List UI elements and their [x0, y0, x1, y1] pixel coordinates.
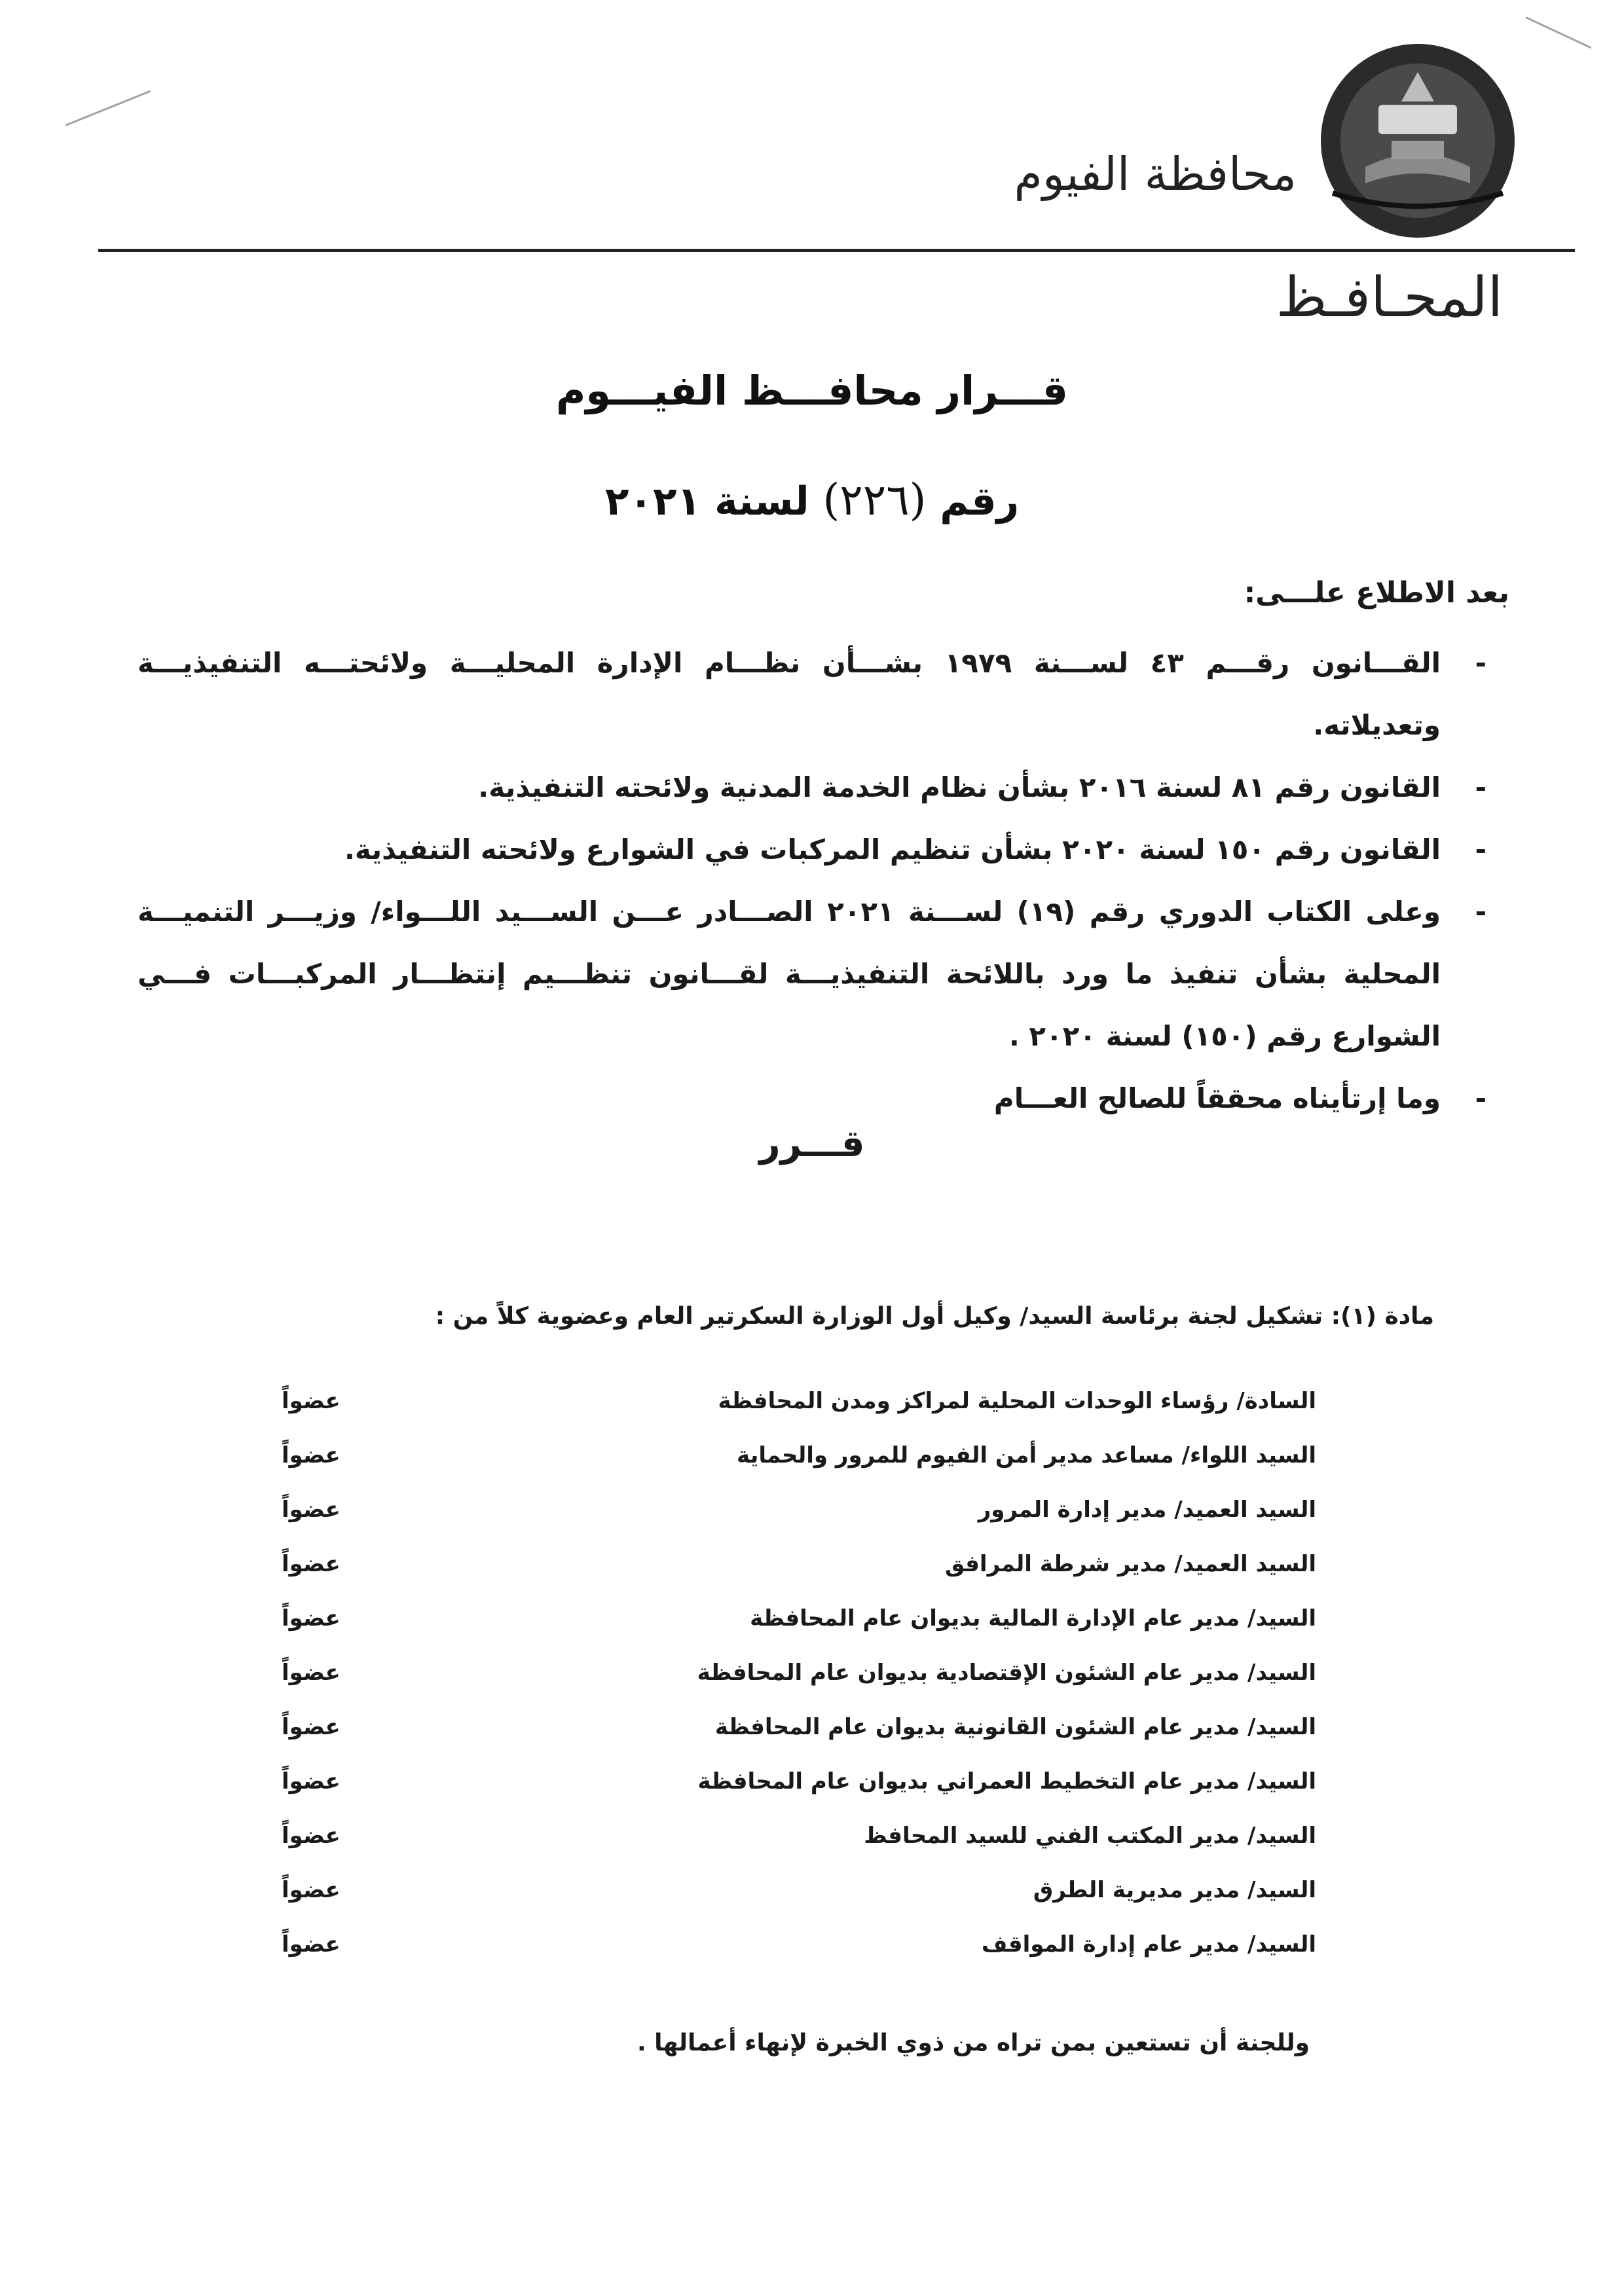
member-row: السيد العميد/ مدير إدارة المرور عضواً [282, 1497, 1316, 1523]
preamble-item: - القانون رقم ١٥٠ لسنة ٢٠٢٠ بشأن تنظيم المركبات في الشوارع ولائحته التنفيذية. [344, 833, 1486, 866]
closing-note: وللجنة أن تستعين بمن تراه من ذوي الخبرة لإنهاء أعمالها . [637, 2030, 1310, 2056]
member-row: السيد/ مدير عام التخطيط العمراني بديوان عام المحافظة عضواً [282, 1768, 1316, 1795]
preamble-item: - القانون رقم ٨١ لسنة ٢٠١٦ بشأن نظام الخدمة المدنية ولائحته التنفيذية. [478, 771, 1486, 803]
member-row: السيد/ مدير عام الإدارة المالية بديوان عام المحافظة عضواً [282, 1605, 1316, 1631]
preamble-list [138, 632, 1486, 1129]
decree-number [0, 475, 1624, 525]
member-row: السيد العميد/ مدير شرطة المرافق عضواً [282, 1551, 1316, 1577]
member-row: السيد/ مدير المكتب الفني للسيد المحافظ عضواً [282, 1823, 1316, 1849]
header-rule [98, 249, 1575, 252]
decision-word: قـــرر [759, 1123, 865, 1165]
member-row: السيد/ مدير مديرية الطرق عضواً [282, 1877, 1316, 1903]
decree-number-value: (٢٢٦) [822, 475, 927, 525]
decree-title: قـــرار محافـــظ الفيـــوم [555, 367, 1069, 414]
preamble-item: - وما إرتأيناه محققاً للصالح العـــام [993, 1082, 1486, 1114]
member-row: السادة/ رؤساء الوحدات المحلية لمراكز ومدن المحافظة عضواً [282, 1388, 1316, 1414]
article-1: مادة (١): تشكيل لجنة برئاسة السيد/ وكيل أول الوزارة السكرتير العام وعضوية كلاً من : [435, 1303, 1434, 1330]
preamble-intro: بعد الاطلاع علـــى: [1244, 576, 1509, 610]
member-row: السيد/ مدير عام الشئون القانونية بديوان عام المحافظة عضواً [282, 1714, 1316, 1740]
decree-number-suffix: لسنة ٢٠٢١ [604, 479, 809, 524]
decree-number-prefix: رقم [940, 479, 1020, 524]
governorate-seal [1320, 43, 1516, 239]
scan-mark [1525, 16, 1591, 48]
preamble-item: - وعلى الكتاب الدوري رقم (١٩) لســـنة ٢٠٢١ الصـــادر عـــن الســـيد اللـــواء/ وزيـــر التنميـــة المحلية بشأن تنفيذ ما ورد باللائحة التنفيذيـــة لقـــانون تنظـــيم إنتظـــار المركبـــات فـــي الشوارع رقم (١٥٠) لسنة ٢٠٢٠ . [138, 896, 1486, 1052]
governorate-name: محافظة الفيوم [1014, 147, 1297, 201]
preamble-item: - القـــانون رقـــم ٤٣ لســـنة ١٩٧٩ بشـــأن نظـــام الإدارة المحليـــة ولائحتـــه التنفيذيـــة وتعديلاته. [138, 647, 1486, 741]
office-title: المحـافـظ [1276, 265, 1503, 329]
scan-mark [65, 90, 151, 126]
member-row: السيد/ مدير عام الشئون الإقتصادية بديوان عام المحافظة عضواً [282, 1660, 1316, 1686]
member-row: السيد اللواء/ مساعد مدير أمن الفيوم للمرور والحماية عضواً [282, 1442, 1316, 1468]
committee-members [282, 1388, 1316, 1986]
member-row: السيد/ مدير عام إدارة المواقف عضواً [282, 1931, 1316, 1958]
